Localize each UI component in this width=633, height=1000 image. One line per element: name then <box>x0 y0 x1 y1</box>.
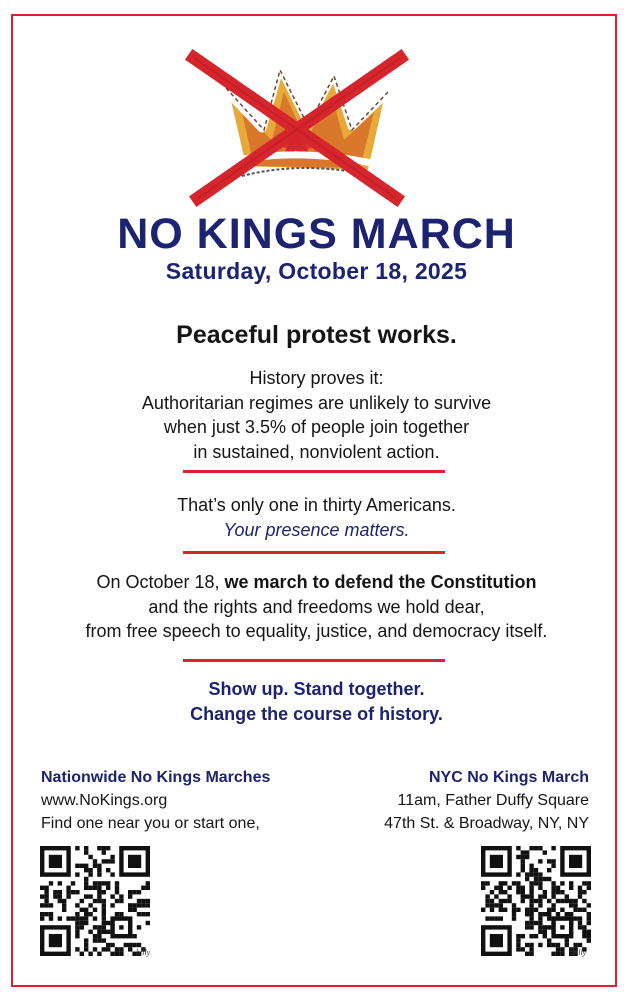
poster-title: NO KINGS MARCH <box>117 210 516 258</box>
nyc-address: 47th St. & Broadway, NY, NY <box>384 815 589 832</box>
divider <box>183 470 445 473</box>
constitution-line <box>0 570 633 595</box>
nyc-time-place: 11am, Father Duffy Square <box>397 792 589 809</box>
cta-line: Change the course of history. <box>190 703 443 724</box>
presence-line: Your presence matters. <box>223 519 410 540</box>
call-to-action <box>0 677 633 726</box>
presence-paragraph <box>0 493 633 542</box>
divider <box>183 659 445 662</box>
nyc-info <box>384 766 589 835</box>
find-note: Find one near you or start one, <box>41 815 260 832</box>
constitution-emphasis: we march to defend the Constitution <box>224 572 537 592</box>
constitution-prefix: On October 18, <box>96 572 225 592</box>
history-line: History proves it: <box>249 368 384 388</box>
freedoms-line: and the rights and freedoms we hold dear, <box>148 596 485 617</box>
history-line: in sustained, nonviolent action. <box>193 441 440 462</box>
nokings-url[interactable]: www.NoKings.org <box>41 792 168 809</box>
qr-signature: billy <box>572 948 587 957</box>
americans-line: That’s only one in thirty Americans. <box>177 495 456 515</box>
constitution-paragraph <box>0 570 633 644</box>
history-line: Authoritarian regimes are unlikely to survive <box>141 392 492 413</box>
history-line: when just 3.5% of people join together <box>163 417 470 437</box>
history-paragraph <box>0 366 633 464</box>
qr-code-icon[interactable] <box>40 846 150 956</box>
nationwide-info <box>41 766 270 835</box>
crossed-out-crown-icon <box>184 48 410 210</box>
divider <box>183 551 445 554</box>
democracy-line: from free speech to equality, justice, and democracy itself. <box>85 621 548 641</box>
nyc-heading: NYC No Kings March <box>428 769 589 786</box>
headline: Peaceful protest works. <box>176 321 457 349</box>
event-date: Saturday, October 18, 2025 <box>165 258 468 284</box>
nationwide-heading: Nationwide No Kings Marches <box>41 769 271 786</box>
qr-code-icon[interactable] <box>481 846 591 956</box>
qr-signature: billy <box>136 948 151 957</box>
cta-line: Show up. Stand together. <box>208 679 425 699</box>
